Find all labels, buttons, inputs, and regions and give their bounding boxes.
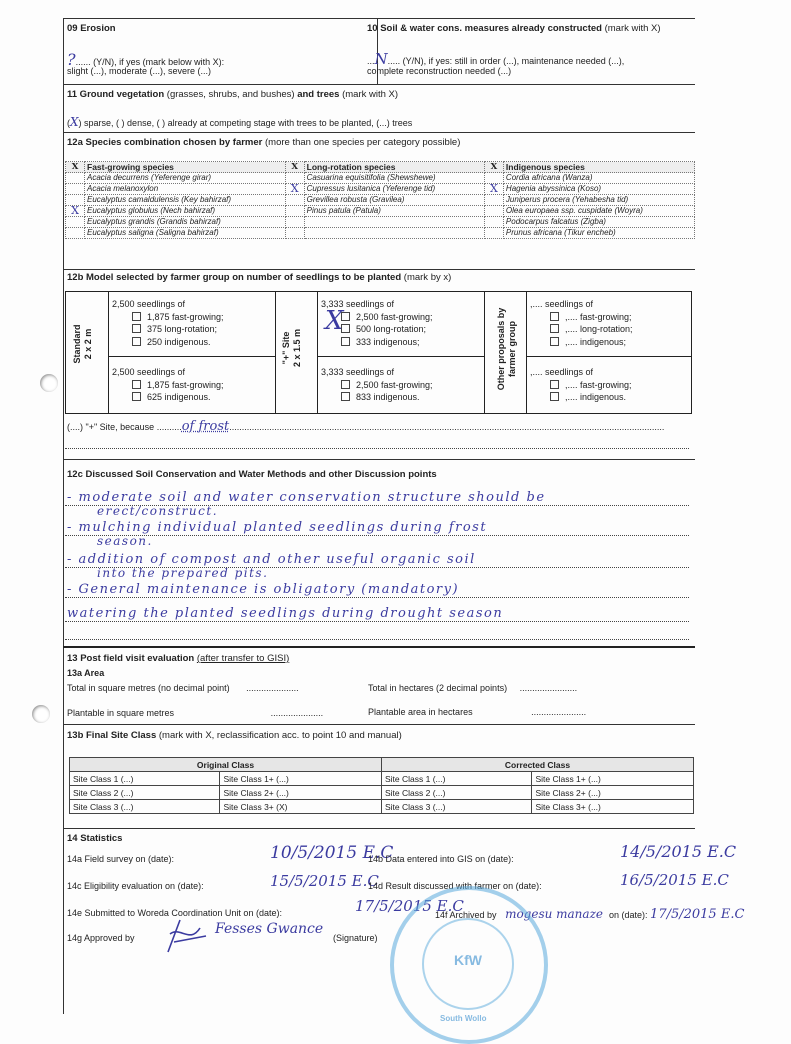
approval-signature-icon (160, 914, 210, 956)
species-mark[interactable] (285, 206, 304, 217)
result-discussed-label: 14d Result discussed with farmer on (date): (368, 881, 542, 891)
species-row (66, 195, 695, 206)
archived-by-name: mogesu manaze (505, 907, 603, 921)
site-label-cell: "+" Site 2 x 1.5 m (275, 292, 318, 413)
erosion-hand-mark: ? (67, 50, 76, 69)
species-mark[interactable] (285, 195, 304, 206)
species-name: Prunus africana (Tikur encheb) (503, 228, 694, 239)
site-class-cell[interactable]: Site Class 1+ (...) (532, 772, 694, 786)
standard-label-cell: Standard 2 x 2 m (66, 292, 109, 413)
submitted-date: 17/5/2015 E.C (355, 897, 464, 915)
species-name: Podocarpus falcatus (Zigba) (503, 217, 694, 228)
discussion-line: - moderate soil and water conservation structure should be (65, 490, 689, 506)
species-name: Hagenia abyssinica (Koso) (503, 184, 694, 195)
species-mark[interactable] (66, 173, 85, 184)
kfw-stamp: KfW South Wollo (390, 886, 548, 1044)
original-class-header: Original Class (70, 758, 382, 772)
species-mark[interactable] (484, 206, 503, 217)
species-row (66, 173, 695, 184)
species-mark[interactable] (484, 217, 503, 228)
standard-option-b[interactable]: 2,500 seedlings of 1,875 fast-growing; 625 indigenous. (112, 367, 224, 402)
soil-cons-line1: ...N..... (Y/N), if yes: still in order (...), maintenance needed (...), (367, 50, 625, 68)
section-12c-title: 12c Discussed Soil Conservation and Water Methods and other Discussion points (67, 469, 437, 480)
approver-name: Fesses Gwance (215, 921, 324, 937)
site-class-cell[interactable]: Site Class 2 (...) (70, 786, 220, 800)
standard-option-a[interactable]: 2,500 seedlings of 1,875 fast-growing; 375 long-rotation; 250 indigenous. (112, 299, 224, 347)
punch-hole-bottom (32, 705, 50, 723)
site-class-cell[interactable]: Site Class 1 (...) (70, 772, 220, 786)
discussion-line: season. (97, 534, 153, 548)
eligibility-date: 15/5/2015 E.C (270, 872, 379, 890)
section-12a-title: 12a Species combination chosen by farmer (more than one species per category possible) (67, 137, 461, 148)
gis-entry-label: 14b Data entered into GIS on (date): (368, 854, 514, 864)
area-title: 13a Area (67, 668, 105, 678)
section-10-title: 10 Soil & water cons. measures already constructed (mark with X) (367, 23, 661, 34)
site-class-row (70, 772, 694, 786)
site-because-hand: of frost (181, 419, 230, 434)
plantable-ha-label: Plantable area in hectares ...................... (368, 707, 587, 717)
species-row (66, 228, 695, 239)
species-mark[interactable]: X (285, 184, 304, 195)
fast-growing-header: Fast-growing species (85, 162, 286, 173)
archived-label: 14f Archived by mogesu manaze on (date): 17/5/2015 E.C (435, 907, 745, 922)
section-09-title: 09 Erosion (67, 23, 116, 34)
form-page (55, 14, 745, 1023)
site-option-hand-x: X (325, 306, 344, 336)
species-row (66, 184, 695, 195)
site-class-row (70, 800, 694, 814)
site-class-cell[interactable]: Site Class 3 (...) (381, 800, 531, 814)
discussion-line: - mulching individual planted seedlings during frost (65, 520, 689, 536)
species-name: Cupressus lusitanica (Yeferenge tid) (304, 184, 484, 195)
species-name: Eucalyptus globulus (Nech bahirzaf) (85, 206, 286, 217)
species-name: Eucalyptus saligna (Saligna bahirzaf) (85, 228, 286, 239)
species-name: Olea europaea ssp. cuspidate (Woyra) (503, 206, 694, 217)
long-rotation-header: Long-rotation species (304, 162, 484, 173)
site-class-cell[interactable]: Site Class 2 (...) (381, 786, 531, 800)
species-name: Eucalyptus grandis (Grandis bahirzaf) (85, 217, 286, 228)
total-ha-label: Total in hectares (2 decimal points) ....................... (368, 683, 578, 693)
site-option-b[interactable]: 3,333 seedlings of 2,500 fast-growing; 833 indigenous. (321, 367, 433, 402)
species-table: X Fast-growing species X Long-rotation species X Indigenous species Acacia decurrens (Yeferenge girar) Casuarina equisitifolia (Shewshewe) Cordia africana (Wanza) Acacia melanoxylon X Cupressus lusitanica (Yeferenge tid) X Hagenia abyssinica (Koso) Eucalyptus camaldulensis (Key bahirzaf) Grevillea robusta (Gravilea) Juniperus procera (Yehabesha tid) X Eucalyptus globulus (Nech bahirzaf) Pinus patula (Patula) Olea europaea ssp. cuspidate (Woyra) Eucalyptus grandis (Grandis bahirzaf) Podocarpus falcatus (Zigba) Eucalyptus saligna (Saligna bahirzaf) Prunus africana (Tikur encheb) (65, 161, 695, 239)
species-name: Casuarina equisitifolia (Shewshewe) (304, 173, 484, 184)
species-mark[interactable] (484, 228, 503, 239)
species-mark[interactable]: X (484, 184, 503, 195)
section-13-title: 13 Post field visit evaluation (after transfer to GISI) (67, 653, 290, 664)
section-13b-title: 13b Final Site Class (mark with X, reclassification acc. to point 10 and manual) (67, 730, 402, 741)
indigenous-header: Indigenous species (503, 162, 694, 173)
erosion-line2: slight (...), moderate (...), severe (...) (67, 66, 212, 76)
gis-entry-date: 14/5/2015 E.C (620, 842, 737, 861)
site-class-cell[interactable]: Site Class 3+ (...) (532, 800, 694, 814)
species-name (304, 217, 484, 228)
corrected-class-header: Corrected Class (381, 758, 693, 772)
species-name: Eucalyptus camaldulensis (Key bahirzaf) (85, 195, 286, 206)
site-class-cell[interactable]: Site Class 3 (...) (70, 800, 220, 814)
signature-label: (Signature) (333, 933, 378, 943)
other-option-a[interactable]: ,.... seedlings of ,.... fast-growing; ,.... long-rotation; ,.... indigenous; (530, 299, 633, 347)
species-mark[interactable] (66, 184, 85, 195)
discussion-line: - addition of compost and other useful organic soil (65, 552, 689, 568)
site-class-row (70, 786, 694, 800)
discussion-line: erect/construct. (97, 504, 219, 518)
species-name: Cordia africana (Wanza) (503, 173, 694, 184)
discussion-line: into the prepared pits. (97, 566, 269, 580)
species-name: Acacia melanoxylon (85, 184, 286, 195)
erosion-line1: ?...... (Y/N), if yes (mark below with X): (67, 50, 225, 69)
species-mark[interactable] (285, 217, 304, 228)
section-11-title: 11 Ground vegetation (grasses, shrubs, and bushes) and trees (mark with X) (67, 89, 399, 100)
submitted-label: 14e Submitted to Woreda Coordination Unit on (date): (67, 908, 282, 918)
species-mark[interactable] (66, 228, 85, 239)
site-class-table (69, 757, 694, 814)
site-class-cell[interactable]: Site Class 2+ (...) (220, 786, 382, 800)
species-name: Pinus patula (Patula) (304, 206, 484, 217)
soil-cons-line2: complete reconstruction needed (...) (367, 66, 512, 76)
species-mark[interactable] (66, 217, 85, 228)
site-options (317, 292, 485, 413)
approved-label: 14g Approved by (67, 933, 135, 943)
section-14-title: 14 Statistics (67, 833, 123, 844)
discussion-line: - General maintenance is obligatory (mandatory) (65, 582, 689, 598)
species-row (66, 206, 695, 217)
other-label-cell: Other proposals by farmer group (484, 292, 527, 413)
other-options (526, 292, 691, 413)
site-class-cell[interactable]: Site Class 3+ (X) (220, 800, 382, 814)
site-option-a[interactable]: 3,333 seedlings of 2,500 fast-growing; 500 long-rotation; 333 indigenous; (321, 299, 433, 347)
species-mark[interactable]: X (66, 206, 85, 217)
result-discussed-date: 16/5/2015 E.C (620, 871, 729, 889)
site-class-cell[interactable]: Site Class 1+ (...) (220, 772, 382, 786)
total-m2-label: Total in square metres (no decimal point) ..................... (67, 683, 299, 693)
seedling-model-box (65, 291, 692, 414)
site-class-cell[interactable]: Site Class 1 (...) (381, 772, 531, 786)
discussion-line-empty (65, 624, 689, 640)
field-survey-date: 10/5/2015 E.C (270, 843, 394, 863)
species-name: Acacia decurrens (Yeferenge girar) (85, 173, 286, 184)
section-12b-title: 12b Model selected by farmer group on number of seedlings to be planted (mark by x) (67, 272, 452, 283)
species-name: Juniperus procera (Yehabesha tid) (503, 195, 694, 206)
eligibility-label: 14c Eligibility evaluation on (date): (67, 881, 204, 891)
species-name (304, 228, 484, 239)
site-because-line: (....) "+" Site, because ..........of frost.............................................................................................................................................................................. (67, 419, 665, 434)
species-mark[interactable] (484, 195, 503, 206)
standard-options (108, 292, 276, 413)
field-survey-label: 14a Field survey on (date): (67, 854, 175, 864)
discussion-line: watering the planted seedlings during drought season (65, 606, 689, 622)
site-class-cell[interactable]: Site Class 2+ (...) (532, 786, 694, 800)
species-name: Grevillea robusta (Gravilea) (304, 195, 484, 206)
species-row (66, 217, 695, 228)
species-mark[interactable] (285, 228, 304, 239)
archived-date: 17/5/2015 E.C (650, 907, 745, 922)
other-option-b[interactable]: ,.... seedlings of ,.... fast-growing; ,.... indigenous. (530, 367, 632, 402)
vegetation-line: (X) sparse, ( ) dense, ( ) already at competing stage with trees to be planted, (...) trees (67, 115, 413, 129)
plantable-m2-label: Plantable in square metres ..................... (67, 708, 324, 718)
